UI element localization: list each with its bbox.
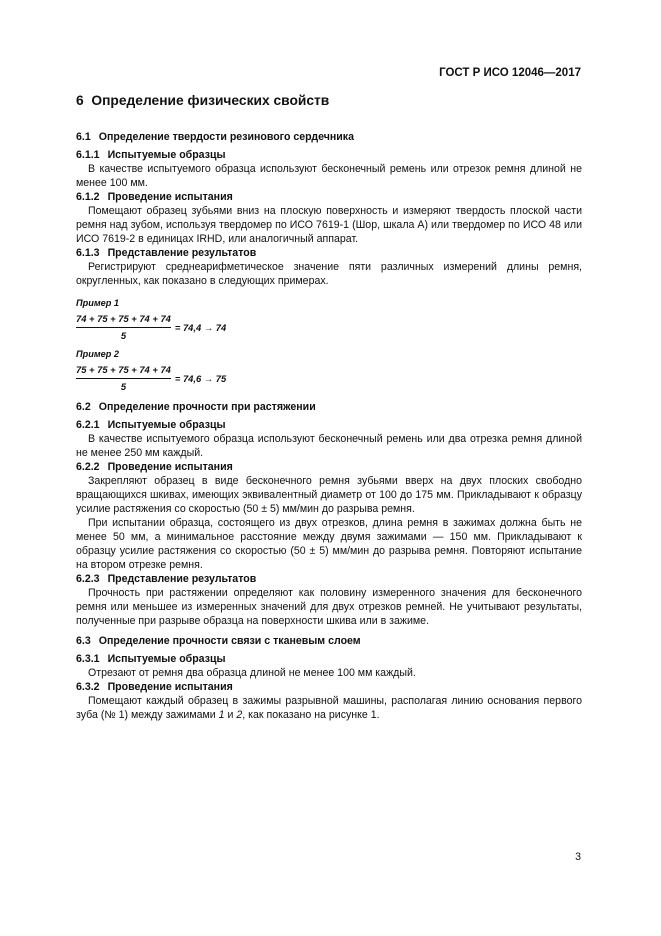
- paragraph-text: Помещают каждый образец в зажимы разрывной машины, располагая линию основания первого зуба (№ 1) между зажимами: [76, 695, 582, 721]
- clause-title: Проведение испытания: [107, 681, 233, 693]
- clause-title: Проведение испытания: [107, 191, 233, 203]
- clause-title: Проведение испытания: [107, 461, 233, 473]
- paragraph: В качестве испытуемого образца используют бесконечный ремень или два отрезка ремня длиной не менее 250 мм каждый.: [76, 433, 582, 459]
- paragraph: Отрезают от ремня два образца длиной не менее 100 мм каждый.: [88, 667, 416, 679]
- example-label: Пример 2: [76, 349, 120, 359]
- clause-number: 6.2.2: [76, 461, 100, 473]
- clause-heading-6-1-1: [76, 148, 582, 162]
- paragraph: Помещают образец зубьями вниз на плоскую поверхность и измеряют твердость плоской части ремня над зубом, используя твердомер по ИСО 7619-1 (Шор, шкала А) или твердомер по ИСО 48 или ИСО 7619-2 в единицах IRHD, или аналогичный аппарат.: [76, 205, 582, 245]
- clause-heading-6-2-1: [76, 418, 582, 432]
- fraction-denominator: 5: [120, 381, 127, 392]
- paragraph-text: , как показано на рисунке 1.: [242, 709, 380, 721]
- clause-number: 6.3.2: [76, 681, 100, 693]
- paragraph-text: и: [224, 709, 237, 721]
- fraction-denominator: 5: [120, 330, 127, 341]
- fraction-numerator: 75 + 75 + 75 + 74 + 74: [76, 363, 171, 379]
- subsection-number: 6.1: [76, 131, 91, 143]
- clause-heading-6-2-3: [76, 572, 582, 586]
- paragraph: В качестве испытуемого образца используют бесконечный ремень или отрезок ремня длиной не менее 100 мм.: [76, 163, 582, 189]
- fraction: [76, 363, 171, 394]
- clamp-reference: 2: [236, 709, 243, 721]
- paragraph: Закрепляют образец в виде бесконечного ремня зубьями вверх на двух плоских свободно вращающихся шкивах, имеющих эквивалентный диаметр от 100 до 175 мм. Прикладывают к образцу усилие растяжения со скоростью (50 ± 5) мм/мин до разрыва ремня.: [76, 475, 582, 515]
- clause-title: Испытуемые образцы: [107, 149, 226, 161]
- formula-result: = 74,4 → 74: [174, 321, 227, 333]
- clause-heading-6-1-2: [76, 190, 582, 204]
- example-label: Пример 1: [76, 298, 120, 308]
- subsection-title: Определение твердости резинового сердечника: [98, 131, 354, 143]
- subsection-title: Определение прочности связи с тканевым слоем: [98, 635, 361, 647]
- paragraph: Прочность при растяжении определяют как половину измеренного значения для бесконечного ремня или меньшее из измеренных значений для двух отрезков ремней. Не учитывают результаты, полученные при разрыве образца на поверхности шкива или в зажиме.: [76, 587, 582, 627]
- subsection-heading-6-2: [76, 400, 582, 414]
- subsection-number: 6.3: [76, 635, 91, 647]
- formula: [76, 363, 582, 394]
- fraction-numerator: 74 + 75 + 75 + 74 + 74: [76, 312, 171, 328]
- formula-result: = 74,6 → 75: [174, 372, 227, 384]
- clause-title: Представление результатов: [107, 247, 257, 259]
- section-heading: [76, 92, 582, 110]
- fraction: [76, 312, 171, 343]
- paragraph: Регистрируют среднеарифметическое значение пяти различных измерений длины ремня, округленных, как показано в следующих примерах.: [76, 261, 582, 287]
- subsection-heading-6-3: [76, 634, 582, 648]
- clause-title: Испытуемые образцы: [107, 653, 226, 665]
- page-number: 3: [575, 851, 581, 863]
- clause-heading-6-3-2: [76, 680, 582, 694]
- example-2: [76, 347, 582, 394]
- clause-number: 6.2.3: [76, 573, 100, 585]
- clause-number: 6.1.2: [76, 191, 100, 203]
- formula: [76, 312, 582, 343]
- clause-heading-6-3-1: [76, 652, 582, 666]
- paragraph: При испытании образца, состоящего из двух отрезков, длина ремня в зажимах должна быть не менее 50 мм, а минимальное расстояние между двумя зажимами — 150 мм. Прикладывают к образцу усилие растяжения со скоростью (50 ± 5) мм/мин до разрыва ремня. Повторяют испытание на втором отрезке ремня.: [76, 517, 582, 571]
- clause-number: 6.1.3: [76, 247, 100, 259]
- clause-heading-6-2-2: [76, 460, 582, 474]
- standard-designation: ГОСТ Р ИСО 12046—2017: [439, 67, 581, 79]
- subsection-heading-6-1: [76, 130, 582, 144]
- clause-number: 6.2.1: [76, 419, 100, 431]
- subsection-number: 6.2: [76, 401, 91, 413]
- clamp-reference: 1: [218, 709, 225, 721]
- clause-number: 6.3.1: [76, 653, 100, 665]
- clause-number: 6.1.1: [76, 149, 100, 161]
- clause-title: Представление результатов: [107, 573, 257, 585]
- paragraph: [76, 694, 582, 722]
- section-title: Определение физических свойств: [91, 93, 330, 108]
- clause-title: Испытуемые образцы: [107, 419, 226, 431]
- subsection-title: Определение прочности при растяжении: [98, 401, 316, 413]
- section-number: 6: [76, 93, 84, 108]
- clause-heading-6-1-3: [76, 246, 582, 260]
- page-content: [76, 92, 582, 722]
- example-1: [76, 296, 582, 343]
